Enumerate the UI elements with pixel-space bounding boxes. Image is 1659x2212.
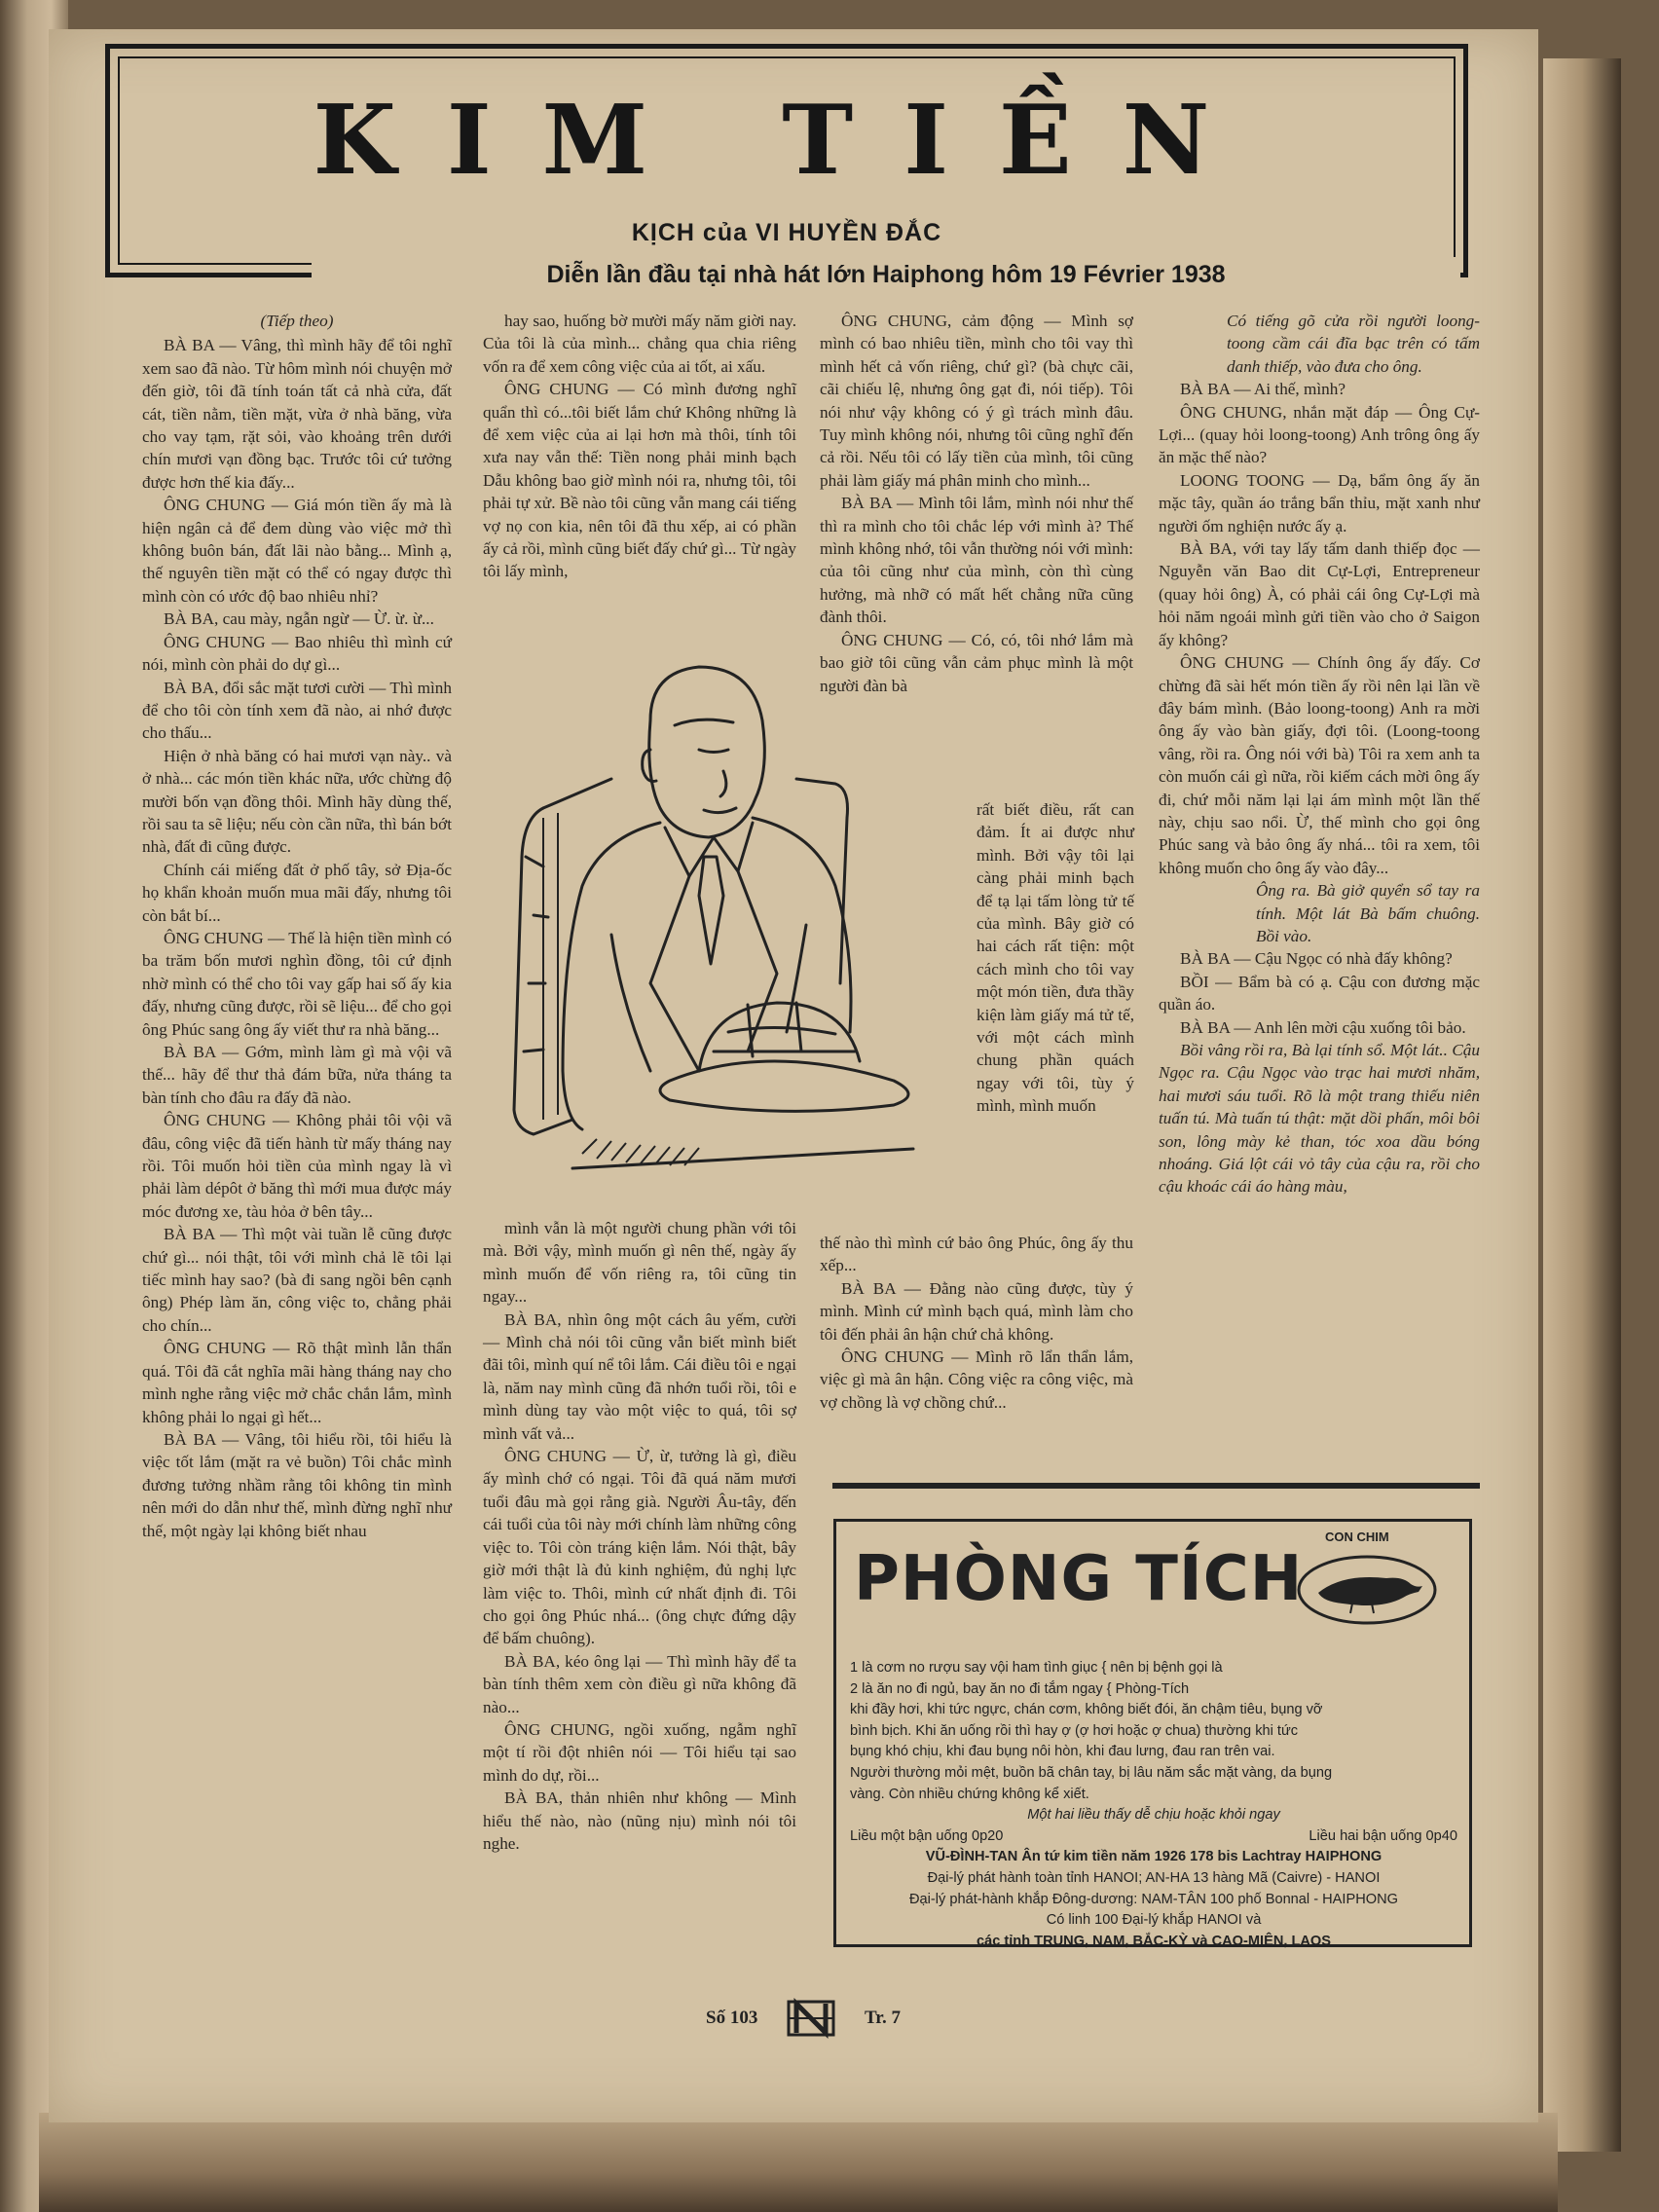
- section-divider: [832, 1483, 1480, 1489]
- page-number: Tr. 7: [865, 2008, 901, 2028]
- ad-line: vàng. Còn nhiều chứng không kể xiết.: [850, 1786, 1089, 1802]
- article-column-4: [1159, 310, 1480, 1198]
- paragraph: BÀ BA, với tay lấy tấm danh thiếp đọc — Nguyễn văn Bao dit Cự-Lợi, Entrepreneur (quay hỏi ông) À, có phải cái ông Cự-Lợi mà hỏi năm ngoái mình gửi tiền vào cho ở Saigon ấy không?: [1159, 539, 1480, 649]
- paragraph: BÀ BA, thản nhiên như không — Mình hiểu thế nào, nào (nũng nịu) mình nói tôi nghe.: [483, 1788, 796, 1853]
- ad-line: khi đầy hơi, khi tức ngực, chán cơm, không biết đói, ăn chậm tiêu, bụng vỡ: [850, 1702, 1323, 1718]
- ad-price-row: [850, 1826, 1457, 1848]
- ad-dealer-line: Đại-lý phát-hành khắp Đông-dương: NAM-TÂN 100 phố Bonnal - HAIPHONG: [909, 1891, 1398, 1907]
- article-column-3-bottom: [820, 1232, 1133, 1414]
- ad-line: bụng khó chịu, khi đau bụng nôi hòn, khi đau lưng, đau ran trên vai.: [850, 1744, 1275, 1760]
- paragraph: BÀ BA — Đằng nào cũng được, tùy ý mình. Mình cứ mình bạch quá, mình làm cho tôi đến phải ân hận chứ chả không.: [820, 1278, 1133, 1344]
- portrait-illustration: [504, 662, 923, 1207]
- continued-label: (Tiếp theo): [260, 312, 334, 330]
- article-column-3-narrow: [977, 798, 1134, 1118]
- ad-line: bình bịch. Khi ăn uống rồi thì hay ợ (ợ hơi hoặc ợ chua) thường khi tức: [850, 1722, 1299, 1739]
- paragraph: ÔNG CHUNG — Chính ông ấy đấy. Cơ chừng đã sài hết món tiền ấy rồi nên lại lần về đây bám mình. (Bảo loong-toong) Anh ra mời ông ấy vào bàn giấy, đợi tôi. (Loong-toong vâng, rồi ra. Ông nói với bà) Tôi ra xem anh ta còn muốn cái gì nữa, rồi kiếm cách mời ông ấy đi, chứ mỗi năm lại lại ám mình một lần thế này, chịu sao nổi. Ừ, thế mình cho gọi ông Phúc sang và bảo ông ấy nhá... tôi ra xem, tôi không muốn cho ông ấy vào đây...: [1159, 653, 1480, 877]
- article-column-3-top: [820, 310, 1133, 697]
- paragraph: BÀ BA, nhìn ông một cách âu yếm, cười — Mình chả nói tôi cũng vẫn biết mình biết đãi tôi, mình quí nể tôi lắm. Cái điều tôi e ngại là, năm nay mình cũng đã nhớn tuổi rồi, tôi e mình dùng tay vào một việc to quá, tôi sợ mình vất vả...: [483, 1309, 796, 1443]
- paragraph: ÔNG CHUNG — Không phải tôi vội vã đâu, công việc đã tiến hành từ mấy tháng nay rồi. Tôi muốn hỏi tiền của mình ngay là vì phải làm dépôt ở băng thì mới mua được máy móc đương xe, tàu hỏa ở bên tây...: [142, 1111, 452, 1221]
- paragraph: ÔNG CHUNG, ngồi xuống, ngẫm nghĩ một tí rồi đột nhiên nói — Tôi hiểu tại sao mình do dự, rồi...: [483, 1719, 796, 1785]
- paragraph: ÔNG CHUNG — Ừ, ừ, tưởng là gì, điều ấy mình chớ có ngại. Tôi đã quá năm mươi tuổi đâu mà gọi rằng già. Người Âu-tây, đến cái tuổi của tôi này mới chính làm những công việc to. Tôi còn tráng kiện lắm. Nói thật, bây giờ mới thật là đủ kinh nghiệm, đủ nghị lực làm việc to. Thôi, mình cứ nhất định đi. Tôi cho gọi ông Phúc nhá... (ông chực đứng dậy để bấm chuông).: [483, 1447, 796, 1648]
- paragraph: BÀ BA — Anh lên mời cậu xuống tôi bảo.: [1180, 1017, 1466, 1037]
- premiere-line: Diễn lần đầu tại nhà hát lớn Haiphong hôm 19 Février 1938: [312, 257, 1460, 292]
- price-single-dose: Liều một bận uống 0p20: [850, 1827, 1004, 1844]
- paragraph: ÔNG CHUNG — Thế là hiện tiền mình có ba trăm bốn mươi nghìn đồng, tôi cứ định nhờ mình có thể cho tôi vay gấp hai số ấy kia đấy, nhưng cũng được, rồi sẽ liệu... để cho gọi ông Phúc sang ông ấy viết thư ra nhà băng...: [142, 928, 452, 1039]
- article-column-2-bottom: [483, 1217, 796, 1855]
- article-column-2-top: [483, 310, 796, 583]
- ad-body: [850, 1658, 1457, 1952]
- book-bottom-edge: [39, 2113, 1558, 2212]
- paragraph: BÀ BA — Ai thế, mình?: [1180, 380, 1346, 399]
- paragraph: ÔNG CHUNG, cảm động — Mình sợ mình có bao nhiêu tiền, mình cho tôi vay thì mình hết cả vốn riêng, chứ gì? (bà chực cãi, cãi chiếu lệ, nhưng ông gạt đi, nói tiếp). Tôi nói như vậy không có ý gì trách mình đâu. Tuy mình không nói, nhưng tôi cũng nghĩ đến cả rồi. Nếu tôi có lấy tiền của mình, tôi cũng phải làm giấy má phân minh cho mình...: [820, 312, 1133, 490]
- stage-direction: Bồi vâng rồi ra, Bà lại tính sổ. Một lát.. Cậu Ngọc ra. Cậu Ngọc vào trạc hai mươi nhăm, hai mươi sáu tuổi. Rõ là một trang thiếu niên tuấn tú. Mà tuấn tú thật: mặt dồi phấn, môi bôi son, lông mày kẻ than, tóc xoa dầu bóng nhoáng. Giá lột cái vỏ tây của cậu ra, rồi cho cậu khoác cái áo hàng màu,: [1159, 1041, 1480, 1197]
- main-title: KIM TIỀN: [313, 85, 1261, 197]
- paragraph: hay sao, huống bờ mười mấy năm giời nay. Của tôi là của mình... chẳng qua chia riêng vốn ra để xem công việc của ai tốt, ai xấu.: [483, 312, 796, 376]
- article-column-1: [142, 310, 452, 1542]
- paragraph: BÀ BA — Mình tôi lắm, mình nói như thế thì ra mình cho tôi chắc lép với mình à? Thế mình không nhớ, tôi vẫn thường nói với mình: của tôi cũng như của mình, còn thì cùng hưởng, mà nhỡ có mất hết chẳng nữa cũng đành thôi.: [820, 494, 1133, 627]
- paragraph: ÔNG CHUNG — Mình rõ lẩn thẩn lắm, việc gì mà ân hận. Công việc ra công việc, mà vợ chồng là vợ chồng chứ...: [820, 1347, 1133, 1412]
- ad-tagline: Một hai liều thấy dễ chịu hoặc khỏi ngay: [1027, 1807, 1280, 1824]
- ad-line: 2 là ăn no đi ngủ, bay ăn no đi tắm ngay { Phòng-Tích: [850, 1680, 1190, 1697]
- paragraph: ÔNG CHUNG — Có mình đương nghĩ quẩn thì có...tôi biết lắm chứ Không những là để xem việc của ai lại hơn mà thôi, tính tôi xưa nay vẫn thế: Tiền nong phải minh bạch Dẫu không bao giờ mình nói ra, nhưng tôi, tôi phải tự xử. Bề nào tôi cũng vẫn mang cái tiếng vợ nọ con kia, nên tôi đã thu xếp, ai có phần ấy cả rồi, mình cũng biết đấy chứ gì... Từ ngày tôi lấy mình,: [483, 380, 796, 581]
- paragraph: BÀ BA — Vâng, tôi hiểu rồi, tôi hiểu là việc tốt lắm (mặt ra vẻ buồn) Tôi chắc mình đương tưởng nhầm rằng tôi không tin mình nên mới do dẫn như thế, mình đừng nghĩ như thế, một ngày lại không biết nhau: [142, 1429, 452, 1540]
- paragraph: rất biết điều, rất can đảm. Ít ai được như mình. Bởi vậy tôi lại càng phải minh bạch để tạ lại tấm lòng tử tế của mình. Bây giờ có hai cách rất tiện: một cách mình cho tôi vay một món tiền, đưa thầy kiện làm giấy má tử tế, với một cách mình chung phần quách ngay với tôi, tùy ý mình, mình muốn: [977, 800, 1134, 1116]
- paragraph: BÀ BA — Vâng, thì mình hãy để tôi nghĩ xem sao đã nào. Từ hôm mình nói chuyện mở đến giờ, tôi đã tính toán tất cả nhà cửa, đất cát, tiền nằm, tiền mặt, vừa ở nhà băng, vừa cho vay tạm, rặt sỏi, vào khoảng trên dưới chín mươi vạn đồng bạc. Trước tôi cứ tưởng được hơn thế kia đấy...: [142, 336, 452, 492]
- paragraph: BÀ BA, kéo ông lại — Thì mình hãy để ta bàn tính thêm xem còn điều gì nữa không đã nào...: [483, 1651, 796, 1716]
- book-page-stack: [1543, 58, 1621, 2152]
- ad-brand: CON CHIM: [1325, 1530, 1389, 1544]
- paragraph: BÀ BA — Cậu Ngọc có nhà đấy không?: [1180, 949, 1453, 969]
- paragraph: ÔNG CHUNG, nhắn mặt đáp — Ông Cự-Lợi... (quay hỏi loong-toong) Anh trông ông ấy ăn mặc thế nào?: [1159, 402, 1480, 467]
- paragraph: ÔNG CHUNG — Bao nhiêu thì mình cứ nói, mình còn phải do dự gì...: [142, 632, 452, 675]
- ad-dealer-line: Đại-lý phát hành toàn tỉnh HANOI; AN-HA 13 hàng Mã (Caivre) - HANOI: [927, 1869, 1381, 1886]
- ngay-nay-logo-icon: [787, 1996, 835, 2041]
- play-subtitle: KỊCH của VI HUYỀN ĐẮC: [631, 219, 942, 246]
- phong-tich-advertisement: [833, 1519, 1472, 1947]
- stage-direction: Có tiếng gõ cửa rồi người loong-toong cầm cái đĩa bạc trên có tấm danh thiếp, vào đưa cho ông.: [1227, 312, 1480, 376]
- paragraph: BỒI — Bẩm bà có ạ. Cậu con đương mặc quần áo.: [1159, 972, 1480, 1014]
- bird-icon: [1294, 1549, 1440, 1627]
- paragraph: Hiện ở nhà băng có hai mươi vạn này.. và ở nhà... các món tiền khác nữa, ước chừng độ mười bốn vạn đồng thôi. Mình hãy dùng thế, rồi sau ta sẽ liệu; nếu còn cần nữa, thì bán bớt nhà, đất đi cũng được.: [142, 746, 452, 857]
- paragraph: mình vẫn là một người chung phần với tôi mà. Bởi vậy, mình muốn gì nên thế, ngày ấy mình muốn để vốn riêng ra, tôi cũng tin ngay...: [483, 1219, 796, 1307]
- price-double-dose: Liều hai bận uống 0p40: [1309, 1827, 1457, 1844]
- ad-dealer-line: các tỉnh TRUNG, NAM, BẮC-KỲ và CAO-MIÊN, LAOS: [976, 1933, 1332, 1949]
- paragraph: BÀ BA — Thì một vài tuần lễ cũng được chứ gì... nói thật, tôi với mình chả lẽ tôi lại tiếc mình hay sao? (bà đi sang ngồi bên cạnh ông) Phép làm ăn, công việc to, chẳng phải cho chín...: [142, 1225, 452, 1335]
- ad-line: 1 là cơm no rượu say vội ham tình giục { nên bị bệnh gọi là: [850, 1660, 1223, 1676]
- ad-dealer-line: VŨ-ĐÌNH-TAN Ân tứ kim tiền năm 1926 178 bis Lachtray HAIPHONG: [925, 1849, 1382, 1865]
- paragraph: BÀ BA, đổi sắc mặt tươi cười — Thì mình để cho tôi còn tính xem đã nào, ai nhớ được cho thấu...: [142, 678, 452, 743]
- page-footer: [701, 1994, 935, 2043]
- paragraph: thế nào thì mình cứ bảo ông Phúc, ông ấy thu xếp...: [820, 1234, 1133, 1275]
- stage-direction: Ông ra. Bà giở quyển sổ tay ra tính. Một lát Bà bấm chuông. Bồi vào.: [1256, 881, 1480, 945]
- paragraph: ÔNG CHUNG — Rõ thật mình lẫn thẩn quá. Tôi đã cắt nghĩa mãi hàng tháng nay cho mình nghe rằng việc mở chắc chắn lắm, mình không phải lo ngại gì hết...: [142, 1339, 452, 1426]
- paragraph: BÀ BA, cau mày, ngẫn ngừ — Ừ. ừ. ừ...: [164, 609, 434, 629]
- paragraph: Chính cái miếng đất ở phố tây, sở Địa-ốc họ khẩn khoản muốn mua mãi đấy, nhưng tôi còn bắt bí...: [142, 860, 452, 925]
- paragraph: ÔNG CHUNG — Có, có, tôi nhớ lắm mà bao giờ tôi cũng vẫn cảm phục mình là một người đàn bà: [820, 630, 1133, 695]
- title-frame: [105, 44, 1468, 277]
- ad-dealer-line: Có linh 100 Đại-lý khắp HANOI và: [1046, 1912, 1262, 1929]
- issue-number: Số 103: [706, 2008, 758, 2028]
- paragraph: LOONG TOONG — Dạ, bẩm ông ấy ăn mặc tây, quần áo trắng bẩn thỉu, mặt xanh như người ốm nghiện nước ấy ạ.: [1159, 470, 1480, 535]
- ad-title: PHÒNG TÍCH: [854, 1543, 1304, 1615]
- paragraph: ÔNG CHUNG — Giá món tiền ấy mà là hiện ngân cả để đem dùng vào việc mở thì không buôn bán, đất lãi nào bằng... Mình ạ, thế nguyên tiền mặt có thể có ngay được thì mình còn có ước độ bao nhiêu nhỉ?: [142, 496, 452, 606]
- ad-line: Người thường mỏi mệt, buồn bã chân tay, bị lâu năm sắc mặt vàng, da bụng: [850, 1764, 1333, 1781]
- paragraph: BÀ BA — Gớm, mình làm gì mà vội vã thế... hãy để thư thả đám bữa, nửa tháng ta bàn tính cho đâu ra đấy đã nào.: [142, 1043, 452, 1107]
